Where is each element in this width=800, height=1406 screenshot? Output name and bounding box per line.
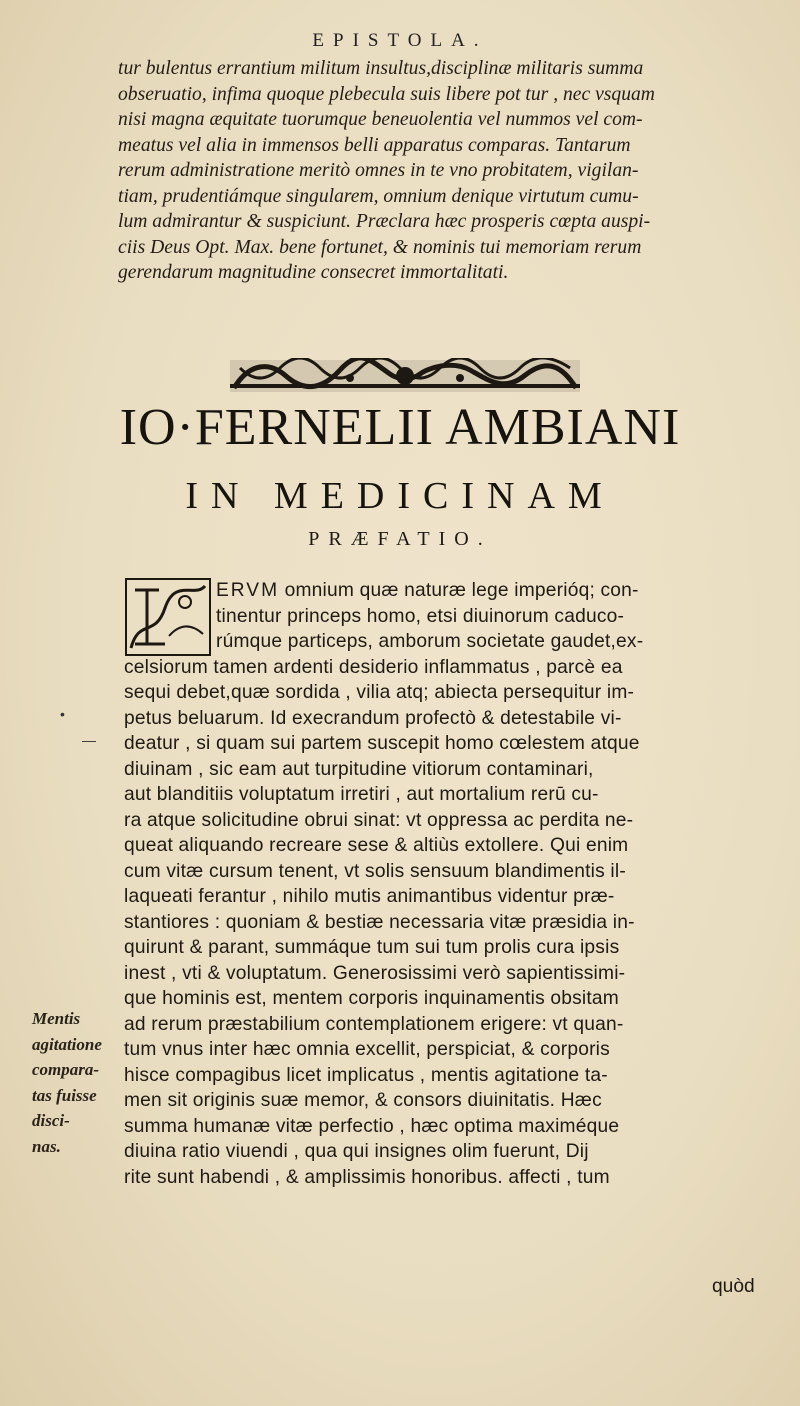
body-line: tum vnus inter hæc omnia excellit, perspiciat, & corporis [124,1039,610,1060]
marginal-line: compara- [32,1060,100,1079]
body-line: ERVM omnium quæ naturæ lege imperióq; con- [216,580,639,601]
body-line: tinentur princeps homo, etsi diuinorum caduco- [216,605,625,627]
marginal-line: tas fuisse [32,1085,97,1105]
marginal-line: Mentis [32,1009,81,1028]
first-word: ERVM [216,580,280,601]
epistle-line: nisi magna æquitate tuorumque beneuolentia vel nummos vel com- [118,109,643,130]
headpiece-ornament [230,358,580,394]
body-line: aut blanditiis voluptatum irretiri , aut mortalium rerū cu- [124,784,599,805]
catchword: quòd [712,1276,755,1297]
body-line: men sit originis suæ memor, & consors diuinitatis. Hæc [124,1090,602,1111]
epistle-line: obseruatio, infima quoque plebecula suis libere pot tur , nec vsquam [118,83,655,105]
body-line: celsiorum tamen ardenti desiderio inflammatus , parcè ea [124,656,623,678]
body-line: ad rerum præstabilium contemplationem erigere: vt quan- [124,1013,624,1035]
preface-body [124,578,774,1190]
epistle-line: meatus vel alia in immensos belli apparatus comparas. Tantarum [118,134,631,156]
title-subject: IN MEDICINAM [185,475,615,517]
epistle-line: ciis Deus Opt. Max. bene fortunet, & nominis tui memoriam rerum [118,236,642,258]
marginal-line: nas. [32,1136,61,1156]
margin-mark: — [82,732,96,748]
body-line: rite sunt habendi , & amplissimis honoribus. affecti , tum [124,1166,610,1188]
body-line: que hominis est, mentem corporis inquinamentis obsitam [124,988,619,1009]
epistle-line: lum admirantur & suspiciunt. Præclara hæc prosperis cœpta auspi- [118,211,651,232]
epistle-line: tiam, prudentiámque singularem, omnium denique virtutum cumu- [118,185,639,207]
body-line: summa humanæ vitæ perfectio , hæc optima maximéque [124,1115,620,1137]
body-line: ra atque solicitudine obrui sinat: vt oppressa ac perdita ne- [124,809,634,831]
body-line: stantiores : quoniam & bestiæ necessaria vitæ præsidia in- [124,911,635,933]
body-line: laqueati ferantur , nihilo mutis animantibus videntur præ- [124,886,615,907]
body-line: sequi debet,quæ sordida , vilia atq; abiecta persequitur im- [124,682,635,703]
epistle-line: rerum administratione meritò omnes in te vno probitatem, vigilan- [118,160,639,181]
body-line: quirunt & parant, summáque tum sui tum prolis cura ipsis [124,937,620,958]
epistle-line: tur bulentus errantium militum insultus,disciplinæ militaris summa [118,58,644,79]
marginal-line: disci- [32,1111,70,1130]
body-line: cum vitæ cursum tenent, vt solis sensuum blandimentis il- [124,860,626,882]
running-head: EPISTOLA. [312,30,488,51]
body-line: deatur , si quam sui partem suscepit homo cœlestem atque [124,733,640,754]
body-line: diuina ratio viuendi , qua qui insignes olim fuerunt, Dij [124,1141,589,1162]
epistle-line: gerendarum magnitudine consecret immortalitati. [118,262,509,283]
body-line: hisce compagibus licet implicatus , mentis agitatione ta- [124,1064,608,1086]
body-line: petus beluarum. Id execrandum profectò & detestabile vi- [124,707,622,729]
margin-mark: • [60,706,65,722]
body-line: rúmque particeps, amborum societate gaudet,ex- [216,631,644,652]
epistle-text [118,56,768,286]
title-preface: PRÆFATIO. [308,528,492,550]
marginal-note [32,1006,132,1159]
body-line: queat aliquando recreare sese & altiùs extollere. Qui enim [124,835,629,856]
title-author: IO·FERNELII AMBIANI [119,399,681,456]
body-line: inest , vti & voluptatum. Generosissimi verò sapientissimi- [124,962,626,984]
marginal-line: agitatione [32,1034,102,1054]
body-line: diuinam , sic eam aut turpitudine vitiorum contaminari, [124,758,594,780]
